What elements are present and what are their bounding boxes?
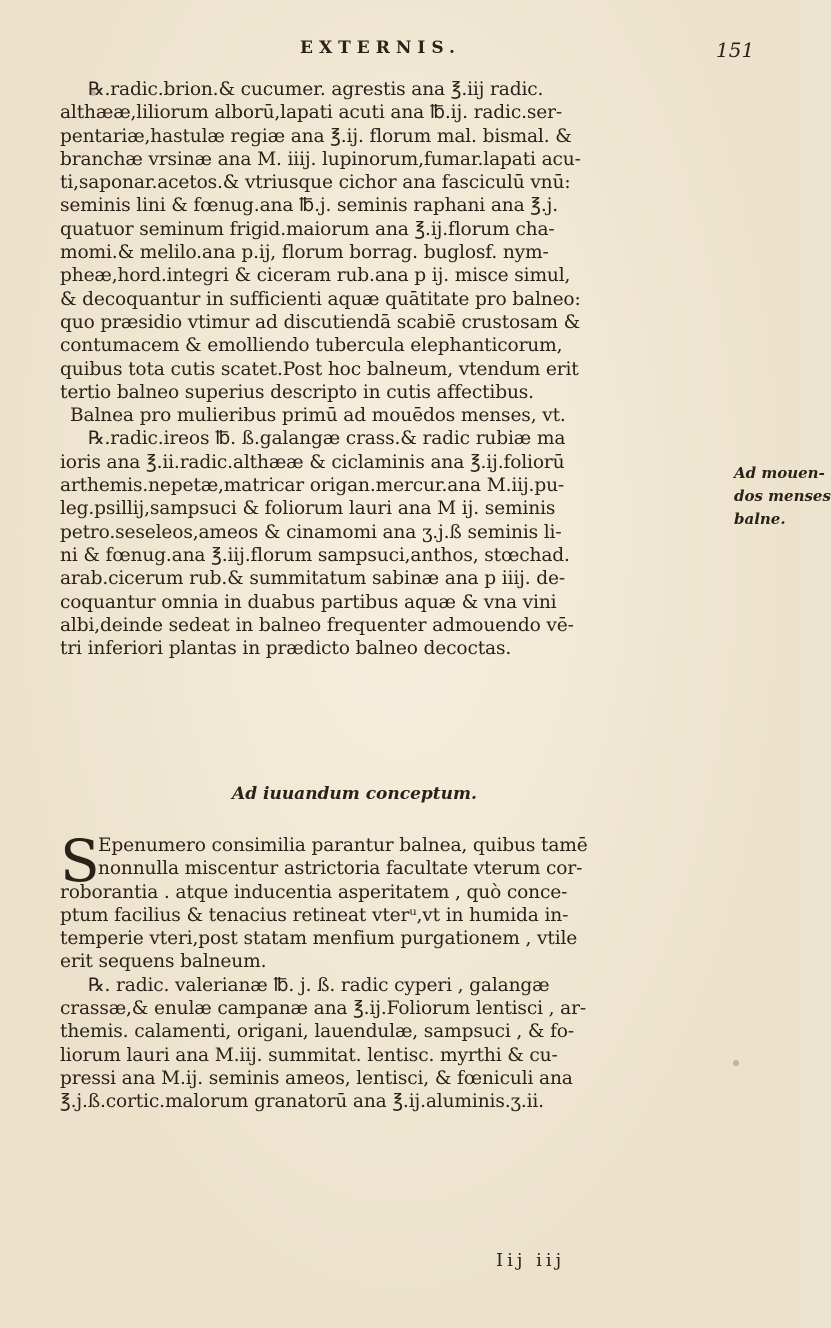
text-line: erit sequens balneum. (60, 951, 267, 973)
text-line: Balnea pro mulieribus primū ad mouēdos menses, vt. (70, 405, 566, 427)
drop-cap: S (60, 827, 100, 895)
text-line: ℥.j.ß.cortic.malorum granatorū ana ℥.ij.aluminis.ʒ.ii. (60, 1091, 544, 1113)
text-line: ioris ana ℥.ii.radic.althææ & ciclaminis ana ℥.ij.foliorū (60, 451, 565, 473)
text-line: arthemis.nepetæ,matricar origan.mercur.ana M.iij.pu- (60, 475, 565, 497)
text-line: pressi ana M.ij. seminis ameos, lentisci, & fœniculi ana (60, 1067, 573, 1089)
text-line: quatuor seminum frigid.maiorum ana ℥.ij.florum cha- (60, 218, 555, 240)
signature-mark: Iij iij (496, 1250, 566, 1271)
text-line: pentariæ,hastulæ regiæ ana ℥.ij. florum mal. bismal. & (60, 125, 572, 147)
page-number: 151 (716, 38, 755, 62)
margin-note-line: Ad mouen- (734, 464, 825, 482)
text-line: petro.seseleos,ameos & cinamomi ana ʒ.j.ß seminis li- (60, 521, 562, 543)
text-line: nonnulla miscentur astrictoria facultate vterum cor- (98, 858, 583, 880)
text-line: temperie vteri,post statam menfium purgationem , vtile (60, 928, 578, 950)
text-line: roborantia . atque inducentia asperitatem , quò conce- (60, 881, 568, 903)
text-line: liorum lauri ana M.iij. summitat. lentisc. myrthi & cu- (60, 1044, 558, 1066)
text-line: ℞.radic.ireos ℔. ß.galangæ crass.& radic rubiæ ma (88, 428, 566, 450)
text-line: pheæ,hord.integri & ciceram rub.ana p ij. misce simul, (60, 265, 571, 287)
text-line: leg.psillij,sampsuci & foliorum lauri ana M ij. seminis (60, 498, 556, 520)
section-title: Ad iuuandum conceptum. (232, 784, 477, 804)
text-line: quibus tota cutis scatet.Post hoc balneum, vtendum erit (60, 358, 579, 380)
text-line: ptum facilius & tenacius retineat vterᵘ,vt in humida in- (60, 904, 569, 926)
text-line: ℞.radic.brion.& cucumer. agrestis ana ℥.iij radic. (88, 79, 544, 100)
margin-note-line: dos menses (734, 487, 831, 505)
margin-note-line: balne. (734, 510, 786, 528)
text-line: ti,saponar.acetos.& vtriusque cichor ana fasciculū vnū: (60, 172, 571, 194)
text-line: coquantur omnia in duabus partibus aquæ & vna vini (60, 591, 557, 613)
second-text-block (60, 827, 720, 1114)
text-line: themis. calamenti, origani, lauendulæ, sampsuci , & fo- (60, 1021, 574, 1043)
ink-speck (90, 90, 96, 96)
text-line: arab.cicerum rub.& summitatum sabinæ ana p iiij. de- (60, 568, 565, 590)
text-line: albi,deinde sedeat in balneo frequenter admouendo vē- (60, 614, 574, 636)
main-text (60, 78, 720, 660)
text-line: quo præsidio vtimur ad discutiendā scabiē crustosam & (60, 311, 581, 333)
text-line: crassæ,& enulæ campanæ ana ℥.ij.Foliorum lentisci , ar- (60, 998, 586, 1020)
text-line: Epenumero consimilia parantur balnea, quibus tamē (98, 835, 588, 856)
text-line: branchæ vrsinæ ana M. iiij. lupinorum,fumar.lapati acu- (60, 148, 581, 170)
ink-speck (733, 1060, 739, 1066)
text-line: tertio balneo superius descripto in cutis affectibus. (60, 381, 534, 403)
text-line: tri inferiori plantas in prædicto balneo decoctas. (60, 638, 512, 660)
page-header (0, 38, 800, 68)
text-line: ni & fœnug.ana ℥.iij.florum sampsuci,anthos, stœchad. (60, 544, 570, 566)
running-head: EXTERNIS. (300, 38, 461, 58)
text-line: & decoquantur in sufficienti aquæ quātitate pro balneo: (60, 288, 581, 310)
text-line: contumacem & emolliendo tubercula elephanticorum, (60, 335, 563, 357)
text-line: ℞. radic. valerianæ ℔. j. ß. radic cyperi , galangæ (88, 974, 550, 996)
text-line: momi.& melilo.ana p.ij, florum borrag. buglosf. nym- (60, 242, 549, 264)
text-line: seminis lini & fœnug.ana ℔.j. seminis raphani ana ℥.j. (60, 195, 559, 217)
text-line: althææ,liliorum alborū,lapati acuti ana ℔.ij. radic.ser- (60, 102, 562, 124)
